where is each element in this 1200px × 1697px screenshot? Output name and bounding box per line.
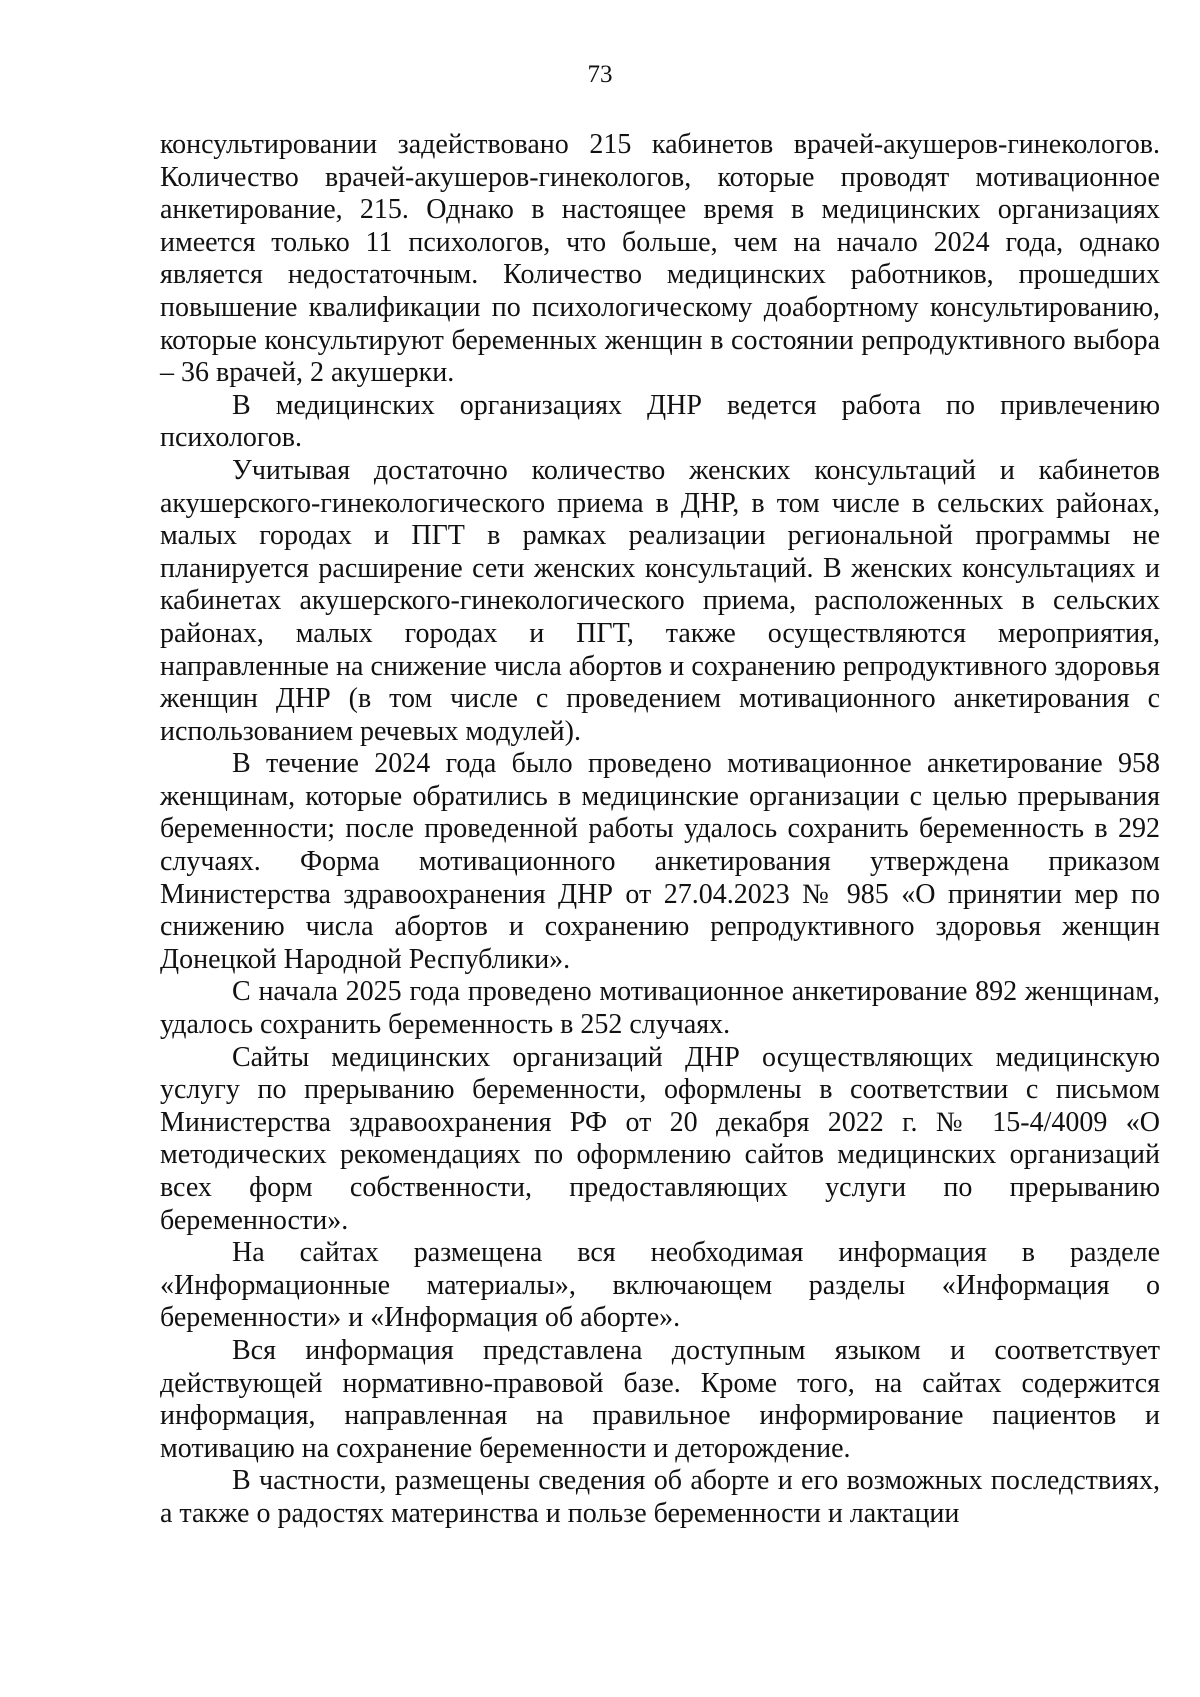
paragraph-2024-survey: В течение 2024 года было проведено мотивационное анкетирование 958 женщинам, которые обратились в медицинские организации с целью прерывания беременности; после проведенной работы удалось сохранить беременность в 292 случаях. Форма мотивационного анкетирования утверждена приказом Министерства здравоохранения ДНР от 27.04.2023 № 985 «О принятии мер по снижению числа абортов и сохранению репродуктивного здоровья женщин Донецкой Народной Республики». xyxy=(160,748,1160,975)
paragraph-website-sections: На сайтах размещена вся необходимая информация в разделе «Информационные материалы», включающем разделы «Информация о беременности» и «Информация об аборте». xyxy=(160,1237,1160,1334)
paragraph-information-language: Вся информация представлена доступным языком и соответствует действующей нормативно-правовой базе. Кроме того, на сайтах содержится информация, направленная на правильное информирование пациентов и мотивацию на сохранение беременности и деторождение. xyxy=(160,1334,1160,1464)
page-number: 73 xyxy=(587,61,613,88)
paragraph-2025-survey: С начала 2025 года проведено мотивационное анкетирование 892 женщинам, удалось сохранить беременность в 252 случаях. xyxy=(160,976,1160,1041)
paragraph-continuation: консультировании задействовано 215 кабинетов врачей-акушеров-гинекологов. Количество врачей-акушеров-гинекологов, которые проводят мотивационное анкетирование, 215. Однако в настоящее время в медицинских организациях имеется только 11 психологов, что больше, чем на начало 2024 года, однако является недостаточным. Количество медицинских работников, прошедших повышение квалификации по психологическому доабортному консультированию, которые консультируют беременных женщин в состоянии репродуктивного выбора – 36 врачей, 2 акушерки. xyxy=(160,129,1160,389)
body-text xyxy=(160,129,1160,1531)
paragraph-abortion-info: В частности, размещены сведения об аборте и его возможных последствиях, а также о радостях материнства и пользе беременности и лактации xyxy=(160,1465,1160,1529)
paragraph-consultations: Учитывая достаточно количество женских консультаций и кабинетов акушерского-гинекологического приема в ДНР, в том числе в сельских районах, малых городах и ПГТ в рамках реализации региональной программы не планируется расширение сети женских консультаций. В женских консультациях и кабинетах акушерского-гинекологического приема, расположенных в сельских районах, малых городах и ПГТ, также осуществляются мероприятия, направленные на снижение числа абортов и сохранению репродуктивного здоровья женщин ДНР (в том числе с проведением мотивационного анкетирования с использованием речевых модулей). xyxy=(160,454,1160,747)
paragraph-websites: Сайты медицинских организаций ДНР осуществляющих медицинскую услугу по прерыванию беременности, оформлены в соответствии с письмом Министерства здравоохранения РФ от 20 декабря 2022 г. № 15-4/4009 «О методических рекомендациях по оформлению сайтов медицинских организаций всех форм собственности, предоставляющих услуги по прерыванию беременности». xyxy=(160,1041,1160,1236)
paragraph-psychologists: В медицинских организациях ДНР ведется работа по привлечению психологов. xyxy=(160,389,1160,454)
